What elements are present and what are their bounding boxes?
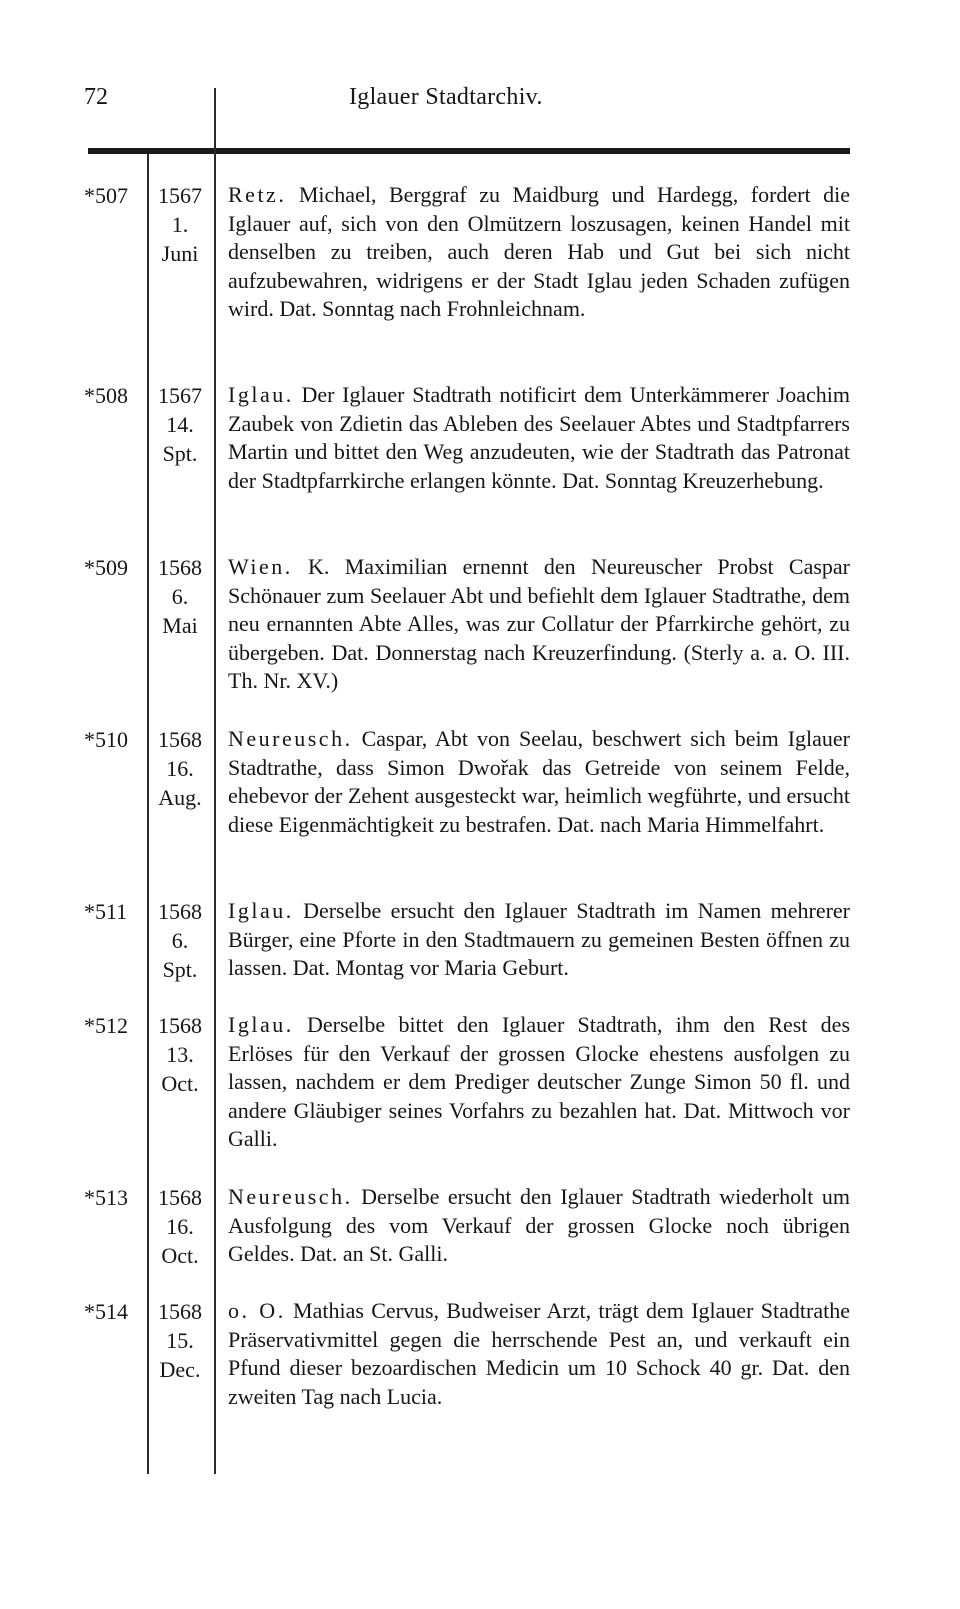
entry-number: *510 [84, 727, 128, 752]
entry-text [228, 181, 850, 324]
entry-place: o. O. [228, 1298, 286, 1323]
entry-place: Wien. [228, 554, 293, 579]
entries-list [0, 181, 960, 1447]
entry-number: *514 [84, 1299, 128, 1324]
entry-place: Retz. [228, 182, 287, 207]
entry-511 [0, 897, 960, 1011]
entry-place: Iglau. [228, 898, 294, 923]
page-number: 72 [84, 84, 108, 110]
entry-date [148, 725, 212, 812]
entry-day: 16. [166, 1214, 194, 1239]
entry-text [228, 1297, 850, 1411]
entry-body: Derselbe ersucht den Iglauer Stadtrath wiederholt um Ausfolgung des vom Verkauf der grossen Glocke noch übrigen Geldes. Dat. an St. Galli. [228, 1184, 851, 1266]
entry-512 [0, 1011, 960, 1183]
entry-body: Derselbe bittet den Iglauer Stadtrath, ihm den Rest des Erlöses für den Verkauf der grossen Glocke ehestens ausfolgen zu lassen, nachdem er dem Prediger deutscher Zunge Simon 50 fl. und andere Gläubiger seines Vorfahrs zu bezahlen hat. Dat. Mittwoch vor Galli. [228, 1012, 851, 1151]
entry-month: Dec. [159, 1357, 201, 1382]
entry-day: 14. [166, 412, 194, 437]
entry-body: Michael, Berggraf zu Maidburg und Hardegg, fordert die Iglauer auf, sich von den Olmützern loszusagen, keinen Handel mit denselben zu treiben, auch deren Hab und Gut bei sich nicht aufzubewahren, widrigens er der Stadt Iglau jeden Schaden zufügen wird. Dat. Sonntag nach Frohnleichnam. [228, 182, 850, 321]
entry-body: Caspar, Abt von Seelau, beschwert sich beim Iglauer Stadtrathe, dass Simon Dwořak das Getreide von seinem Felde, ehebevor der Zehent ausgesteckt war, heimlich wegführte, und ersucht diese Eigenmächtigkeit zu bestrafen. Dat. nach Maria Himmelfahrt. [228, 726, 850, 837]
entry-day: 6. [171, 928, 189, 953]
entry-507 [0, 181, 960, 381]
entry-date [148, 1183, 212, 1270]
entry-place: Iglau. [228, 382, 294, 407]
entry-year: 1568 [158, 1185, 202, 1210]
running-title: Iglauer Stadtarchiv. [349, 84, 543, 110]
entry-month: Oct. [161, 1071, 199, 1096]
entry-month: Spt. [162, 957, 198, 982]
entry-month: Juni [161, 241, 199, 266]
entry-text [228, 897, 850, 983]
entry-day: 6. [171, 584, 189, 609]
entry-year: 1567 [158, 183, 202, 208]
entry-day: 15. [166, 1328, 194, 1353]
entry-month: Oct. [161, 1243, 199, 1268]
entry-number: *508 [84, 383, 128, 408]
entry-514 [0, 1297, 960, 1447]
entry-year: 1568 [158, 727, 202, 752]
entry-year: 1568 [158, 899, 202, 924]
entry-number: *513 [84, 1185, 128, 1210]
entry-text [228, 381, 850, 495]
entry-body: Derselbe ersucht den Iglauer Stadtrath im Namen mehrerer Bürger, eine Pforte in den Stadtmauern zu gemeinen Besten öffnen zu lassen. Dat. Montag vor Maria Geburt. [228, 898, 850, 980]
entry-513 [0, 1183, 960, 1297]
entry-510 [0, 725, 960, 897]
entry-month: Aug. [158, 785, 202, 810]
entry-date [148, 181, 212, 268]
entry-number: *512 [84, 1013, 128, 1038]
header-rule [88, 148, 850, 154]
entry-body: Mathias Cervus, Budweiser Arzt, trägt dem Iglauer Stadtrathe Präservativmittel gegen die herrschende Pest an, und verkauft ein Pfund dieser bezoardischen Medicin um 10 Schock 40 gr. Dat. den zweiten Tag nach Lucia. [228, 1298, 851, 1409]
entry-text [228, 1183, 850, 1269]
entry-number: *507 [84, 183, 128, 208]
entry-509 [0, 553, 960, 725]
entry-number: *511 [84, 899, 128, 924]
entry-text [228, 725, 850, 839]
page-header [84, 84, 850, 124]
entry-text [228, 1011, 850, 1154]
entry-body: Der Iglauer Stadtrath notificirt dem Unterkämmerer Joachim Zaubek von Zdietin das Ableben des Seelauer Abtes und Stadtpfarrers Martin und bittet den Weg anzudeuten, wie der Stadtrath das Patronat der Stadtpfarrkirche erlangen könnte. Dat. Sonntag Kreuzerhebung. [228, 382, 851, 493]
entry-year: 1568 [158, 1013, 202, 1038]
entry-508 [0, 381, 960, 553]
entry-day: 16. [166, 756, 194, 781]
entry-month: Mai [162, 613, 198, 638]
entry-day: 1. [171, 212, 189, 237]
entry-month: Spt. [162, 441, 198, 466]
entry-date [148, 897, 212, 984]
entry-text [228, 553, 850, 696]
entry-body: K. Maximilian ernennt den Neureuscher Probst Caspar Schönauer zum Seelauer Abt und befiehlt dem Iglauer Stadtrathe, dem neu ernannten Abte Alles, was zur Collatur der Pfarrkirche gehört, zu übergeben. Dat. Donnerstag nach Kreuzerfindung. (Sterly a. a. O. III. Th. Nr. XV.) [228, 554, 850, 693]
entry-place: Neureusch. [228, 1184, 353, 1209]
entry-date [148, 553, 212, 640]
entry-year: 1568 [158, 555, 202, 580]
entry-year: 1568 [158, 1299, 202, 1324]
entry-day: 13. [166, 1042, 194, 1067]
entry-date [148, 381, 212, 468]
entry-place: Neureusch. [228, 726, 353, 751]
entry-number: *509 [84, 555, 128, 580]
entry-year: 1567 [158, 383, 202, 408]
entry-date [148, 1297, 212, 1384]
entry-place: Iglau. [228, 1012, 294, 1037]
entry-date [148, 1011, 212, 1098]
